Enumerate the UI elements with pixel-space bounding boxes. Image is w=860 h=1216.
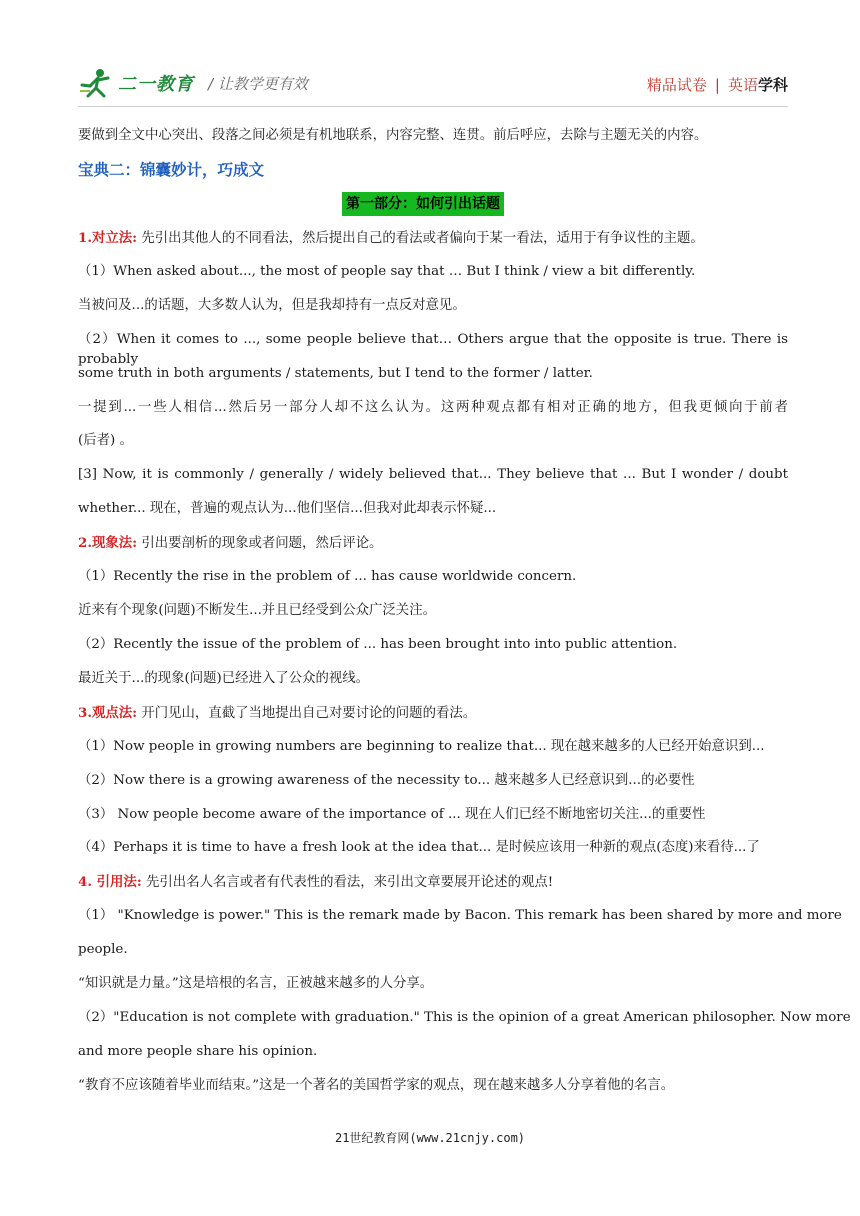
method-4-example-2b: and more people share his opinion.: [78, 1044, 318, 1059]
method-4-heading: [78, 872, 788, 893]
method-1-example-3a: [3] Now, it is commonly / generally / widely believed that... They believe that ... But I wonder / doubt: [78, 467, 788, 482]
method-2-heading: [78, 533, 788, 554]
method-4-example-2a: （2）"Education is not complete with graduation." This is the opinion of a great American philosopher. Now more: [78, 1010, 851, 1025]
method-4-label: 4. 引用法:: [78, 874, 142, 890]
method-1-example-1: （1）When asked about..., the most of people say that … But I think / view a bit differently.: [78, 264, 696, 279]
intro-text: 要做到全文中心突出、段落之间必须是有机地联系，内容完整、连贯。前后呼应，去除与主题无关的内容。: [78, 128, 708, 143]
method-2-example-1: （1）Recently the rise in the problem of ... has cause worldwide concern.: [78, 569, 577, 584]
running-man-icon: [78, 68, 114, 98]
method-4-example-1b: people.: [78, 942, 128, 957]
method-1-label: 1.对立法:: [78, 230, 138, 246]
method-3-example-4: （4）Perhaps it is time to have a fresh look at the idea that... 是时候应该用一种新的观点(态度)来看待...了: [78, 840, 760, 855]
method-1-example-2a: （2）When it comes to ..., some people believe that… Others argue that the opposite is true. There is probably: [78, 332, 788, 367]
subject-label-c: 学科: [757, 76, 788, 94]
method-2-desc: 引出要剖析的现象或者问题，然后评论。: [137, 536, 383, 551]
subject-separator: |: [714, 76, 720, 94]
method-2-example-1-cn: 近来有个现象(问题)不断发生...并且已经受到公众广泛关注。: [78, 603, 436, 618]
logo-text: 二一教育: [118, 74, 194, 95]
method-3-heading: [78, 703, 788, 724]
method-2-label: 2.现象法:: [78, 535, 138, 551]
method-4-desc: 先引出名人名言或者有代表性的看法，来引出文章要展开论述的观点!: [141, 875, 554, 890]
subject-label-a: 精品试卷: [646, 76, 707, 94]
method-1-example-3b: whether... 现在，普遍的观点认为...他们坚信...但我对此却表示怀疑...: [78, 501, 497, 516]
method-4-example-1-cn: “知识就是力量。”这是培根的名言，正被越来越多的人分享。: [78, 976, 434, 991]
method-3-example-2: （2）Now there is a growing awareness of the necessity to... 越来越多人已经意识到...的必要性: [78, 773, 695, 788]
method-3-desc: 开门见山，直截了当地提出自己对要讨论的问题的看法。: [137, 706, 477, 721]
method-3-example-3: （3） Now people become aware of the importance of ... 现在人们已经不断地密切关注...的重要性: [78, 807, 706, 822]
method-4-example-2-cn: “教育不应该随着毕业而结束。”这是一个著名的美国哲学家的观点，现在越来越多人分享着他的名言。: [78, 1078, 675, 1093]
method-1-example-2-cn-b: (后者) 。: [78, 433, 133, 448]
slogan: / 让教学更有效: [208, 74, 308, 93]
method-4-example-1a: （1） "Knowledge is power." This is the remark made by Bacon. This remark has been shared by more and more: [78, 908, 842, 923]
method-1-example-2-cn-a: 一提到...一些人相信...然后另一部分人却不这么认为。这两种观点都有相对正确的地方，但我更倾向于前者: [78, 400, 788, 415]
logo: [78, 68, 308, 98]
method-2-example-2-cn: 最近关于...的现象(问题)已经进入了公众的视线。: [78, 671, 370, 686]
method-1-example-2b: some truth in both arguments / statements, but I tend to the former / latter.: [78, 366, 593, 381]
page-header: [78, 64, 788, 104]
method-1-desc: 先引出其他人的不同看法，然后提出自己的看法或者偏向于某一看法，适用于有争议性的主题。: [137, 231, 704, 246]
section-title: 宝典二：锦囊妙计，巧成文: [78, 160, 265, 179]
subject-label: [647, 74, 788, 95]
method-3-label: 3.观点法:: [78, 705, 138, 721]
subject-label-b: 英语: [727, 76, 758, 94]
header-divider: [78, 106, 788, 107]
method-3-example-1: （1）Now people in growing numbers are beginning to realize that... 现在越来越多的人已经开始意识到...: [78, 739, 765, 754]
method-1-example-1-cn: 当被问及...的话题，大多数人认为，但是我却持有一点反对意见。: [78, 298, 466, 313]
method-1-heading: [78, 228, 788, 249]
page-footer: 21世纪教育网(www.21cnjy.com): [334, 1131, 526, 1145]
method-2-example-2: （2）Recently the issue of the problem of ... has been brought into into public attention.: [78, 637, 678, 652]
part-title: 第一部分：如何引出话题: [342, 192, 504, 216]
